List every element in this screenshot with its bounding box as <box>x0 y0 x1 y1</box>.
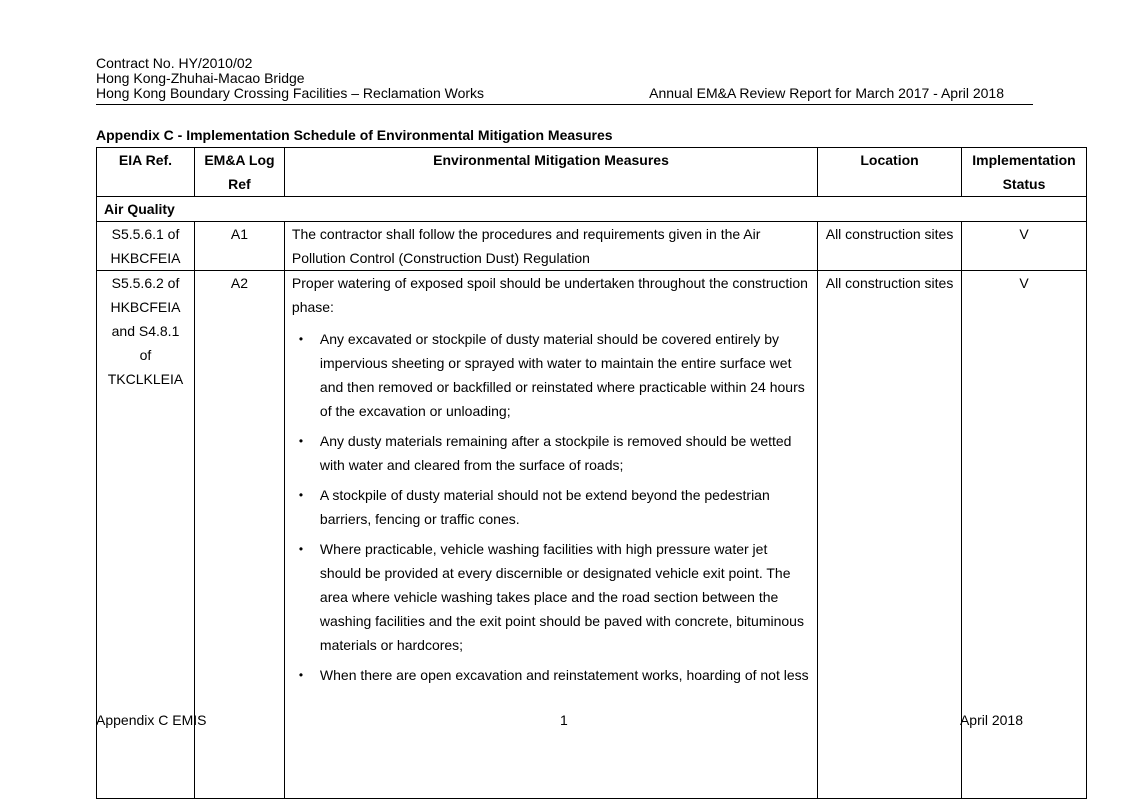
works-name: Hong Kong Boundary Crossing Facilities – Reclamation Works <box>96 85 485 101</box>
page-number: 1 <box>560 712 568 728</box>
row-measure: Proper watering of exposed spoil should be undertaken throughout the construction phase: <box>291 275 808 315</box>
appendix-title: Appendix C - Implementation Schedule of Environmental Mitigation Measures <box>96 127 613 143</box>
row-eia-ref <box>97 222 195 271</box>
page-footer <box>96 712 1023 728</box>
eia-ref-line: and S4.8.1 of <box>111 323 180 363</box>
header-status-line1: Implementation <box>972 152 1076 168</box>
row-measure: The contractor shall follow the procedures and requirements given in the Air Pollution Control (Construction Dust) Regulation <box>284 222 817 271</box>
header-ema-log-ref <box>194 148 284 197</box>
contract-number: Contract No. HY/2010/02 <box>96 55 253 71</box>
header-eia-ref: EIA Ref. <box>97 148 195 197</box>
header-divider <box>96 104 1033 105</box>
section-title: Air Quality <box>97 197 1087 222</box>
page-header <box>96 56 1033 101</box>
footer-date: April 2018 <box>959 712 1023 728</box>
eia-ref-line: HKBCFEIA <box>110 299 181 315</box>
header-status-line2: Status <box>1002 176 1046 192</box>
list-item: • Any dusty materials remaining after a stockpile is removed should be wetted with water and cleared from the surface of roads; <box>320 429 810 477</box>
header-status <box>961 148 1086 197</box>
eia-ref-line: S5.5.6.1 of <box>111 226 180 242</box>
row-location: All construction sites <box>818 222 962 271</box>
row-status: V <box>961 271 1086 799</box>
list-item: • Any excavated or stockpile of dusty material should be covered entirely by impervious sheeting or sprayed with water to maintain the entire surface wet and then removed or backfilled or reinstated where practicable within 24 hours of the excavation or unloading; <box>320 327 810 423</box>
list-item: • A stockpile of dusty material should not be extend beyond the pedestrian barriers, fencing or traffic cones. <box>320 483 810 531</box>
mitigation-measures-table <box>96 147 1087 799</box>
table-header-row <box>97 148 1087 197</box>
report-title: Annual EM&A Review Report for March 2017 - April 2018 <box>649 85 1004 101</box>
header-ema-log-line2: Ref <box>228 176 251 192</box>
list-item: • When there are open excavation and reinstatement works, hoarding of not less <box>320 663 810 687</box>
header-measures: Environmental Mitigation Measures <box>284 148 817 197</box>
table-row <box>97 222 1087 271</box>
row-log-ref: A1 <box>194 222 284 271</box>
row-status: V <box>961 222 1086 271</box>
row-location: All construction sites <box>818 271 962 799</box>
measure-bullet-list <box>292 327 810 687</box>
list-item: • Where practicable, vehicle washing facilities with high pressure water jet should be provided at every discernible or designated vehicle exit point. The area where vehicle washing takes place and the road section between the washing facilities and the exit point should be paved with concrete, bituminous materials or hardcores; <box>320 537 810 657</box>
eia-ref-line: TKCLKLEIA <box>107 371 184 387</box>
project-name: Hong Kong-Zhuhai-Macao Bridge <box>96 70 305 86</box>
eia-ref-line: S5.5.6.2 of <box>111 275 180 291</box>
header-ema-log-line1: EM&A Log <box>204 152 275 168</box>
footer-doc-name: Appendix C EMIS <box>96 712 207 728</box>
eia-ref-line: HKBCFEIA <box>110 250 181 266</box>
section-row-air-quality <box>97 197 1087 222</box>
header-location: Location <box>818 148 962 197</box>
row-log-ref: A2 <box>194 271 284 799</box>
